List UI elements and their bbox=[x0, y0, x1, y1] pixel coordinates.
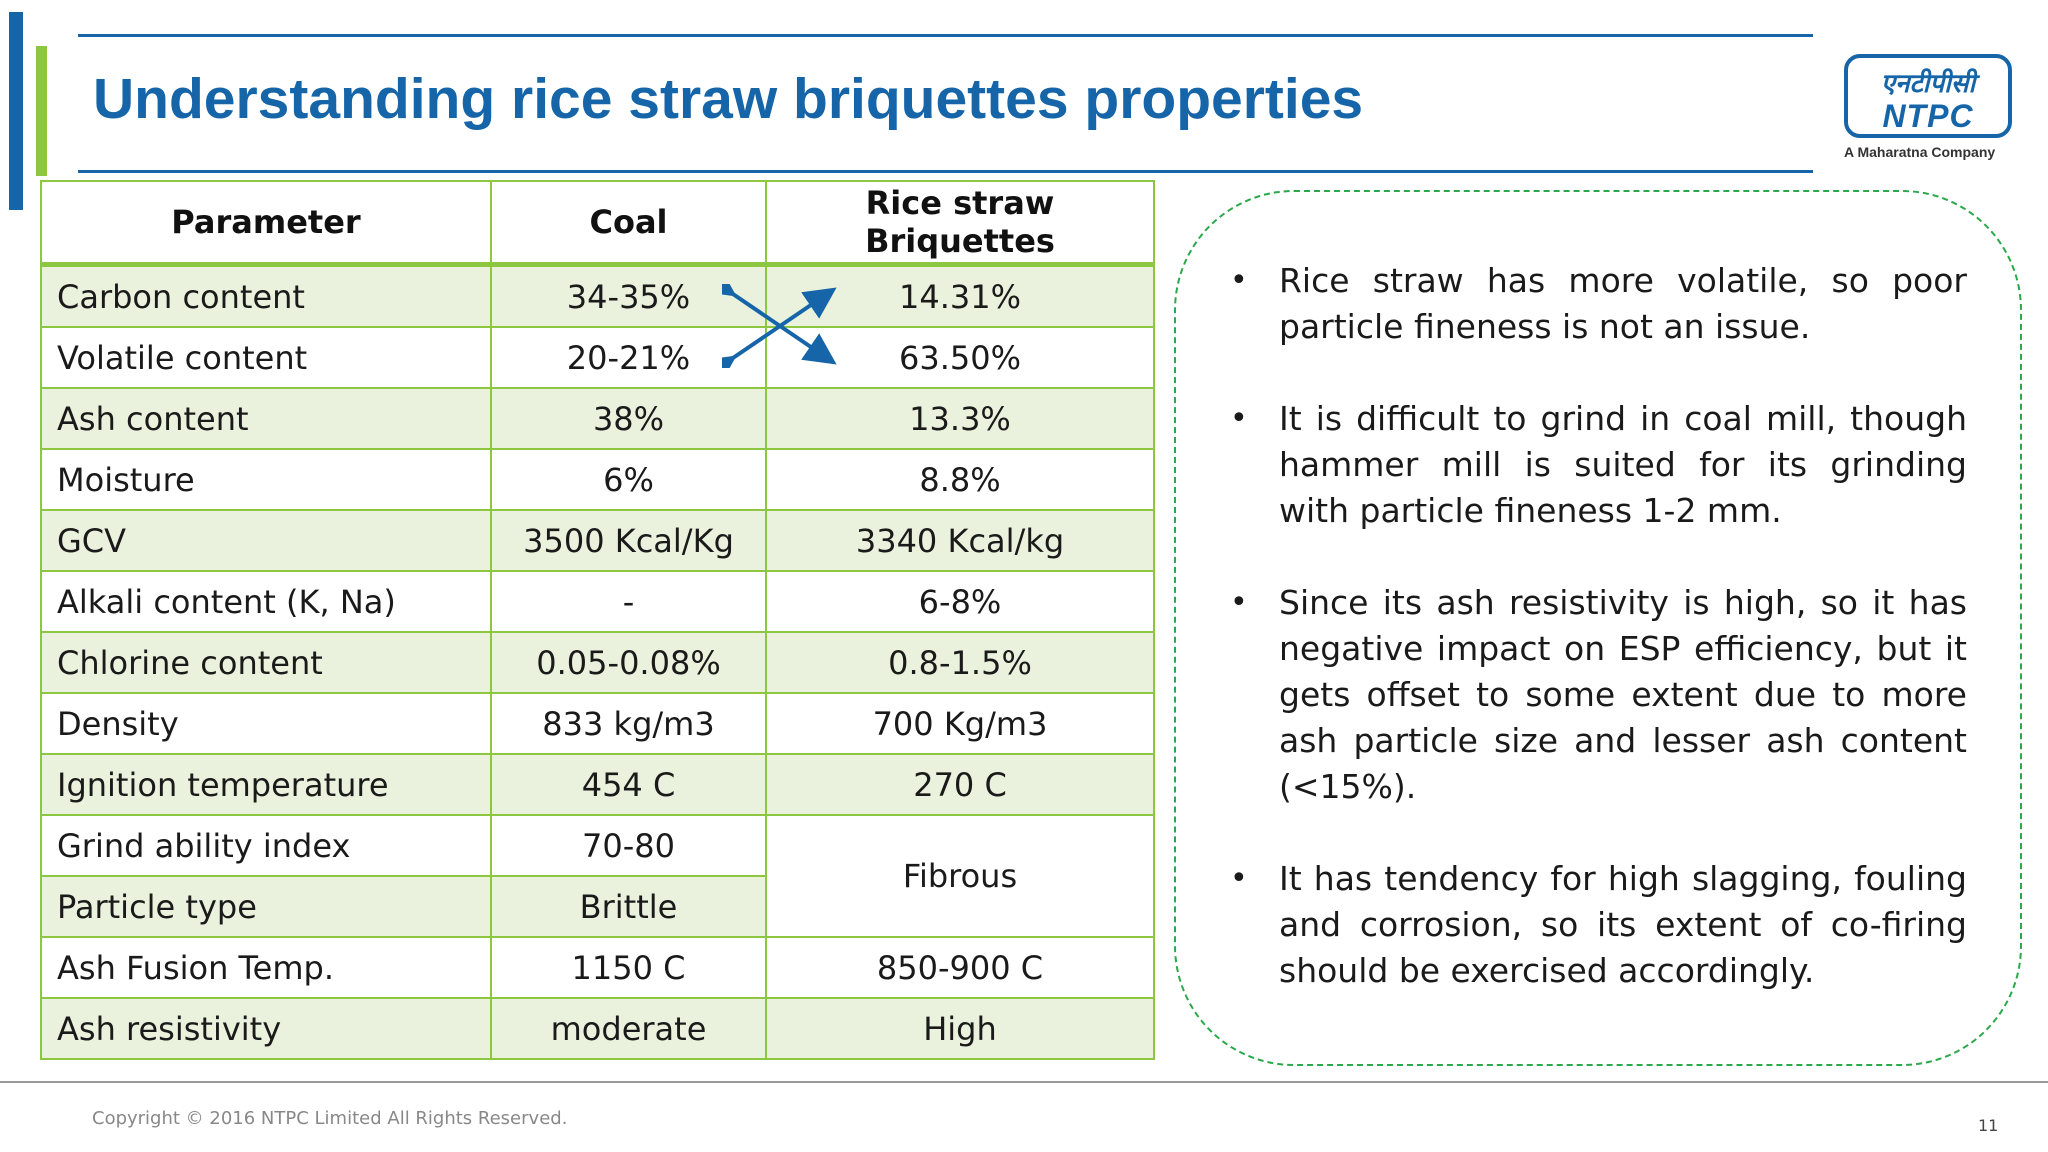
param-cell: Ash resistivity bbox=[41, 998, 491, 1059]
table-header-row bbox=[41, 181, 1154, 265]
bullet-icon: • bbox=[1230, 263, 1248, 298]
coal-cell: moderate bbox=[491, 998, 766, 1059]
rice-cell-merged: Fibrous bbox=[766, 815, 1154, 937]
table-row bbox=[41, 388, 1154, 449]
table-row bbox=[41, 571, 1154, 632]
bullet-icon: • bbox=[1230, 585, 1248, 620]
rice-cell: 3340 Kcal/kg bbox=[766, 510, 1154, 571]
table-row bbox=[41, 265, 1154, 328]
coal-cell: 20-21% bbox=[491, 327, 766, 388]
logo-name: NTPC bbox=[1882, 98, 1974, 134]
table-row bbox=[41, 937, 1154, 998]
table-row bbox=[41, 815, 1154, 876]
coal-cell: 0.05-0.08% bbox=[491, 632, 766, 693]
table-row bbox=[41, 754, 1154, 815]
header-rice-straw: Rice straw Briquettes bbox=[766, 181, 1154, 265]
bullet-text: It is difficult to grind in coal mill, though hammer mill is suited for its grinding with particle fineness 1-2 mm. bbox=[1279, 399, 1967, 530]
notes-list bbox=[1222, 258, 1967, 1040]
rice-cell: 270 C bbox=[766, 754, 1154, 815]
logo-tagline: A Maharatna Company bbox=[1844, 144, 1996, 160]
param-cell: Alkali content (K, Na) bbox=[41, 571, 491, 632]
list-item bbox=[1222, 580, 1967, 810]
bullet-icon: • bbox=[1230, 401, 1248, 436]
param-cell: Ignition temperature bbox=[41, 754, 491, 815]
footer-rule bbox=[0, 1081, 2048, 1083]
param-cell: Grind ability index bbox=[41, 815, 491, 876]
coal-cell: 1150 C bbox=[491, 937, 766, 998]
param-cell: Moisture bbox=[41, 449, 491, 510]
param-cell: Ash Fusion Temp. bbox=[41, 937, 491, 998]
properties-table bbox=[40, 180, 1155, 1060]
page-number: 11 bbox=[1978, 1116, 1999, 1135]
coal-cell: 38% bbox=[491, 388, 766, 449]
coal-cell: 6% bbox=[491, 449, 766, 510]
coal-cell: 833 kg/m3 bbox=[491, 693, 766, 754]
left-accent-bar-green bbox=[36, 46, 47, 176]
table-row bbox=[41, 449, 1154, 510]
logo-hindi-text: एनटीपीसी bbox=[1880, 69, 1976, 99]
list-item bbox=[1222, 258, 1967, 350]
coal-cell: - bbox=[491, 571, 766, 632]
param-cell: Volatile content bbox=[41, 327, 491, 388]
slide-title: Understanding rice straw briquettes properties bbox=[93, 67, 1364, 131]
bullet-text: Rice straw has more volatile, so poor particle fineness is not an issue. bbox=[1279, 261, 1967, 346]
param-cell: Chlorine content bbox=[41, 632, 491, 693]
param-cell: Ash content bbox=[41, 388, 491, 449]
bullet-text: It has tendency for high slagging, fouling and corrosion, so its extent of co-firing should be exercised accordingly. bbox=[1279, 859, 1967, 990]
rice-cell: 700 Kg/m3 bbox=[766, 693, 1154, 754]
cross-arrows-icon bbox=[722, 284, 840, 368]
rice-cell: 6-8% bbox=[766, 571, 1154, 632]
rice-cell: 8.8% bbox=[766, 449, 1154, 510]
bullet-icon: • bbox=[1230, 861, 1248, 896]
table-row bbox=[41, 693, 1154, 754]
rice-cell: 14.31% bbox=[766, 265, 1154, 328]
param-cell: Density bbox=[41, 693, 491, 754]
list-item bbox=[1222, 396, 1967, 534]
header-parameter: Parameter bbox=[41, 181, 491, 265]
rice-cell: 13.3% bbox=[766, 388, 1154, 449]
table-row bbox=[41, 327, 1154, 388]
title-rule-bottom bbox=[78, 170, 1813, 173]
coal-cell: 454 C bbox=[491, 754, 766, 815]
copyright-text: Copyright © 2016 NTPC Limited All Rights Reserved. bbox=[92, 1108, 568, 1129]
table-row bbox=[41, 632, 1154, 693]
coal-cell: 34-35% bbox=[491, 265, 766, 328]
list-item bbox=[1222, 856, 1967, 994]
coal-cell: 3500 Kcal/Kg bbox=[491, 510, 766, 571]
param-cell: Particle type bbox=[41, 876, 491, 937]
title-rule-top bbox=[78, 34, 1813, 37]
coal-cell: 70-80 bbox=[491, 815, 766, 876]
bullet-text: Since its ash resistivity is high, so it has negative impact on ESP efficiency, but it gets offset to some extent due to more ash particle size and lesser ash content (<15%). bbox=[1279, 583, 1967, 806]
rice-cell: High bbox=[766, 998, 1154, 1059]
coal-cell: Brittle bbox=[491, 876, 766, 937]
param-cell: GCV bbox=[41, 510, 491, 571]
header-coal: Coal bbox=[491, 181, 766, 265]
param-cell: Carbon content bbox=[41, 265, 491, 328]
rice-cell: 850-900 C bbox=[766, 937, 1154, 998]
left-accent-bar-blue bbox=[9, 12, 23, 210]
rice-cell: 63.50% bbox=[766, 327, 1154, 388]
table-row bbox=[41, 510, 1154, 571]
rice-cell: 0.8-1.5% bbox=[766, 632, 1154, 693]
table-row bbox=[41, 998, 1154, 1059]
ntpc-logo bbox=[1844, 54, 2012, 138]
